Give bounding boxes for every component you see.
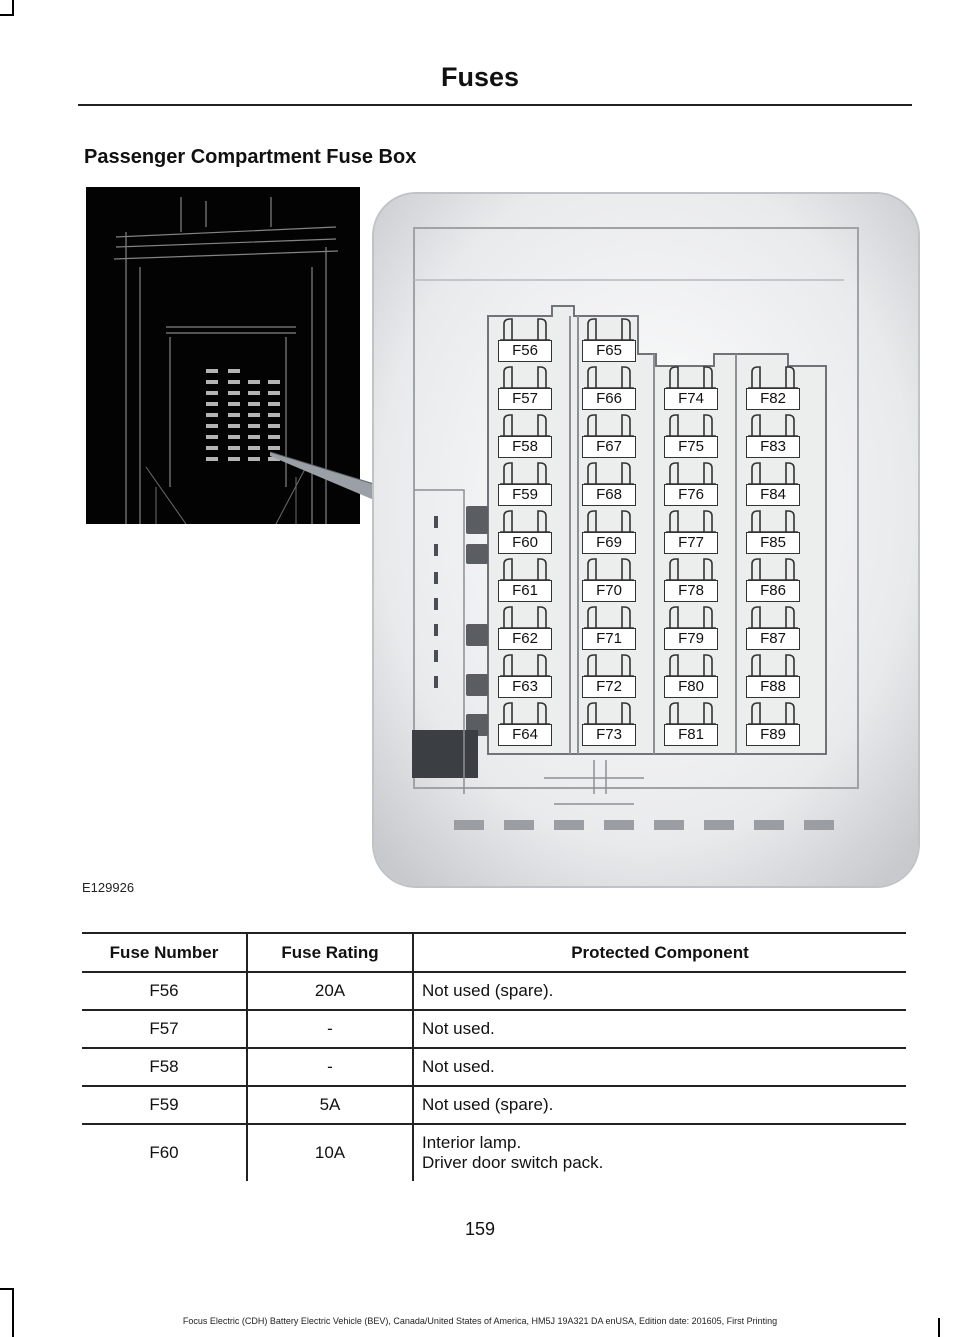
fuse-rating-cell: 10A — [247, 1124, 413, 1181]
fuse-f85 — [742, 510, 804, 558]
page-footer: Focus Electric (CDH) Battery Electric Vehicle (BEV), Canada/United States of America, HM5J 19A321 DA enUSA, Edition date: 201605, First Printing — [182, 1316, 778, 1326]
fuse-f72 — [578, 654, 640, 702]
protected-component-cell: Not used (spare). — [413, 972, 906, 1010]
fuse-prongs-icon — [746, 366, 800, 388]
fuse-prongs-icon — [498, 462, 552, 484]
fuse-box-diagram — [372, 192, 920, 888]
fuse-prongs-icon — [664, 654, 718, 676]
fuse-prongs-icon — [498, 366, 552, 388]
fuse-label: F68 — [582, 484, 636, 506]
fuse-prongs-icon — [498, 606, 552, 628]
fuse-f64 — [494, 702, 556, 750]
fuse-label: F80 — [664, 676, 718, 698]
fuse-f74 — [660, 366, 722, 414]
fuse-f75 — [660, 414, 722, 462]
protected-component-cell: Not used (spare). — [413, 1086, 906, 1124]
fuse-prongs-icon — [746, 510, 800, 532]
fuse-label: F58 — [498, 436, 552, 458]
fuse-label: F72 — [582, 676, 636, 698]
fuse-table — [82, 932, 906, 1181]
fuse-label: F79 — [664, 628, 718, 650]
fuse-label: F56 — [498, 340, 552, 362]
fuse-label: F81 — [664, 724, 718, 746]
fuse-f71 — [578, 606, 640, 654]
fuse-rating-cell: - — [247, 1048, 413, 1086]
table-row — [82, 1086, 906, 1124]
fuse-label: F66 — [582, 388, 636, 410]
fuse-f80 — [660, 654, 722, 702]
fuse-label: F64 — [498, 724, 552, 746]
fuse-prongs-icon — [582, 558, 636, 580]
fuse-label: F87 — [746, 628, 800, 650]
fuse-number-cell: F58 — [82, 1048, 247, 1086]
header-divider — [78, 104, 912, 106]
column-header-protected-component: Protected Component — [413, 933, 906, 972]
table-row — [82, 1048, 906, 1086]
protected-component-cell: Not used. — [413, 1010, 906, 1048]
column-header-fuse-rating: Fuse Rating — [247, 933, 413, 972]
fuse-label: F70 — [582, 580, 636, 602]
fuse-prongs-icon — [664, 558, 718, 580]
fuse-box-housing — [374, 194, 918, 886]
fuse-prongs-icon — [746, 558, 800, 580]
crop-mark — [0, 1288, 14, 1290]
fuse-f83 — [742, 414, 804, 462]
fuse-label: F62 — [498, 628, 552, 650]
fuse-prongs-icon — [746, 606, 800, 628]
fuse-label: F86 — [746, 580, 800, 602]
fuse-number-cell: F59 — [82, 1086, 247, 1124]
fuse-number-cell: F60 — [149, 1143, 179, 1162]
fuse-f69 — [578, 510, 640, 558]
page-header-title: Fuses — [440, 62, 520, 92]
protected-component-cell — [413, 1124, 906, 1181]
fuse-f88 — [742, 654, 804, 702]
crop-mark — [0, 14, 14, 16]
page-number: 159 — [464, 1219, 496, 1239]
fuse-label: F71 — [582, 628, 636, 650]
fuse-f58 — [494, 414, 556, 462]
fuse-prongs-icon — [498, 318, 552, 340]
fuse-rating-cell: - — [247, 1010, 413, 1048]
fuse-number-cell: F57 — [82, 1010, 247, 1048]
fuse-f68 — [578, 462, 640, 510]
section-title: Passenger Compartment Fuse Box — [84, 146, 417, 168]
table-row — [82, 1124, 906, 1181]
fuse-prongs-icon — [664, 606, 718, 628]
fuse-label: F61 — [498, 580, 552, 602]
fuse-f66 — [578, 366, 640, 414]
fuse-label: F83 — [746, 436, 800, 458]
table-row — [82, 972, 906, 1010]
fuse-label: F89 — [746, 724, 800, 746]
fuse-f59 — [494, 462, 556, 510]
fuse-rating-cell: 20A — [247, 972, 413, 1010]
component-line: Driver door switch pack. — [422, 1153, 604, 1172]
callout-pointer — [270, 440, 380, 510]
fuse-prongs-icon — [664, 462, 718, 484]
fuse-label: F76 — [664, 484, 718, 506]
fuse-rating-cell: 5A — [247, 1086, 413, 1124]
column-header-fuse-number: Fuse Number — [82, 933, 247, 972]
fuse-label: F82 — [746, 388, 800, 410]
fuse-prongs-icon — [498, 654, 552, 676]
fuse-prongs-icon — [498, 510, 552, 532]
fuse-f78 — [660, 558, 722, 606]
fuse-label: F74 — [664, 388, 718, 410]
figure-code: E129926 — [82, 880, 135, 895]
protected-component-cell: Not used. — [413, 1048, 906, 1086]
fuse-prongs-icon — [746, 654, 800, 676]
fuse-f60 — [494, 510, 556, 558]
fuse-label: F57 — [498, 388, 552, 410]
fuse-f77 — [660, 510, 722, 558]
fuse-prongs-icon — [582, 702, 636, 724]
fuse-f70 — [578, 558, 640, 606]
fuse-label: F75 — [664, 436, 718, 458]
fuse-prongs-icon — [664, 366, 718, 388]
fuse-label: F73 — [582, 724, 636, 746]
crop-mark — [12, 0, 14, 14]
fuse-f57 — [494, 366, 556, 414]
table-header-row — [82, 933, 906, 972]
fuse-prongs-icon — [582, 366, 636, 388]
fuse-label: F67 — [582, 436, 636, 458]
fuse-f65 — [578, 318, 640, 366]
fuse-f63 — [494, 654, 556, 702]
fuse-label: F84 — [746, 484, 800, 506]
crop-mark — [12, 1288, 14, 1337]
fuse-f82 — [742, 366, 804, 414]
fuse-prongs-icon — [746, 414, 800, 436]
fuse-f87 — [742, 606, 804, 654]
fuse-label: F88 — [746, 676, 800, 698]
fuse-label: F65 — [582, 340, 636, 362]
fuse-prongs-icon — [746, 462, 800, 484]
fuse-prongs-icon — [664, 510, 718, 532]
fuse-f81 — [660, 702, 722, 750]
fuse-label: F69 — [582, 532, 636, 554]
fuse-f79 — [660, 606, 722, 654]
fuse-f56 — [494, 318, 556, 366]
fuse-number-cell: F56 — [82, 972, 247, 1010]
fuse-prongs-icon — [582, 462, 636, 484]
fuse-label: F78 — [664, 580, 718, 602]
fuse-prongs-icon — [582, 510, 636, 532]
fuse-prongs-icon — [582, 606, 636, 628]
fuse-label: F85 — [746, 532, 800, 554]
fuse-prongs-icon — [582, 654, 636, 676]
fuse-prongs-icon — [582, 318, 636, 340]
fuse-prongs-icon — [498, 558, 552, 580]
fuse-label: F60 — [498, 532, 552, 554]
fuse-f61 — [494, 558, 556, 606]
fuse-label: F77 — [664, 532, 718, 554]
fuse-label: F59 — [498, 484, 552, 506]
fuse-label: F63 — [498, 676, 552, 698]
fuse-f84 — [742, 462, 804, 510]
fuse-f62 — [494, 606, 556, 654]
fuse-prongs-icon — [664, 702, 718, 724]
fuse-f86 — [742, 558, 804, 606]
fuse-prongs-icon — [582, 414, 636, 436]
fuse-prongs-icon — [746, 702, 800, 724]
fuse-f67 — [578, 414, 640, 462]
fuse-prongs-icon — [664, 414, 718, 436]
component-line: Interior lamp. — [422, 1133, 522, 1152]
table-row — [82, 1010, 906, 1048]
fuse-f89 — [742, 702, 804, 750]
fuse-f73 — [578, 702, 640, 750]
fuse-prongs-icon — [498, 702, 552, 724]
fuse-prongs-icon — [498, 414, 552, 436]
fuse-f76 — [660, 462, 722, 510]
